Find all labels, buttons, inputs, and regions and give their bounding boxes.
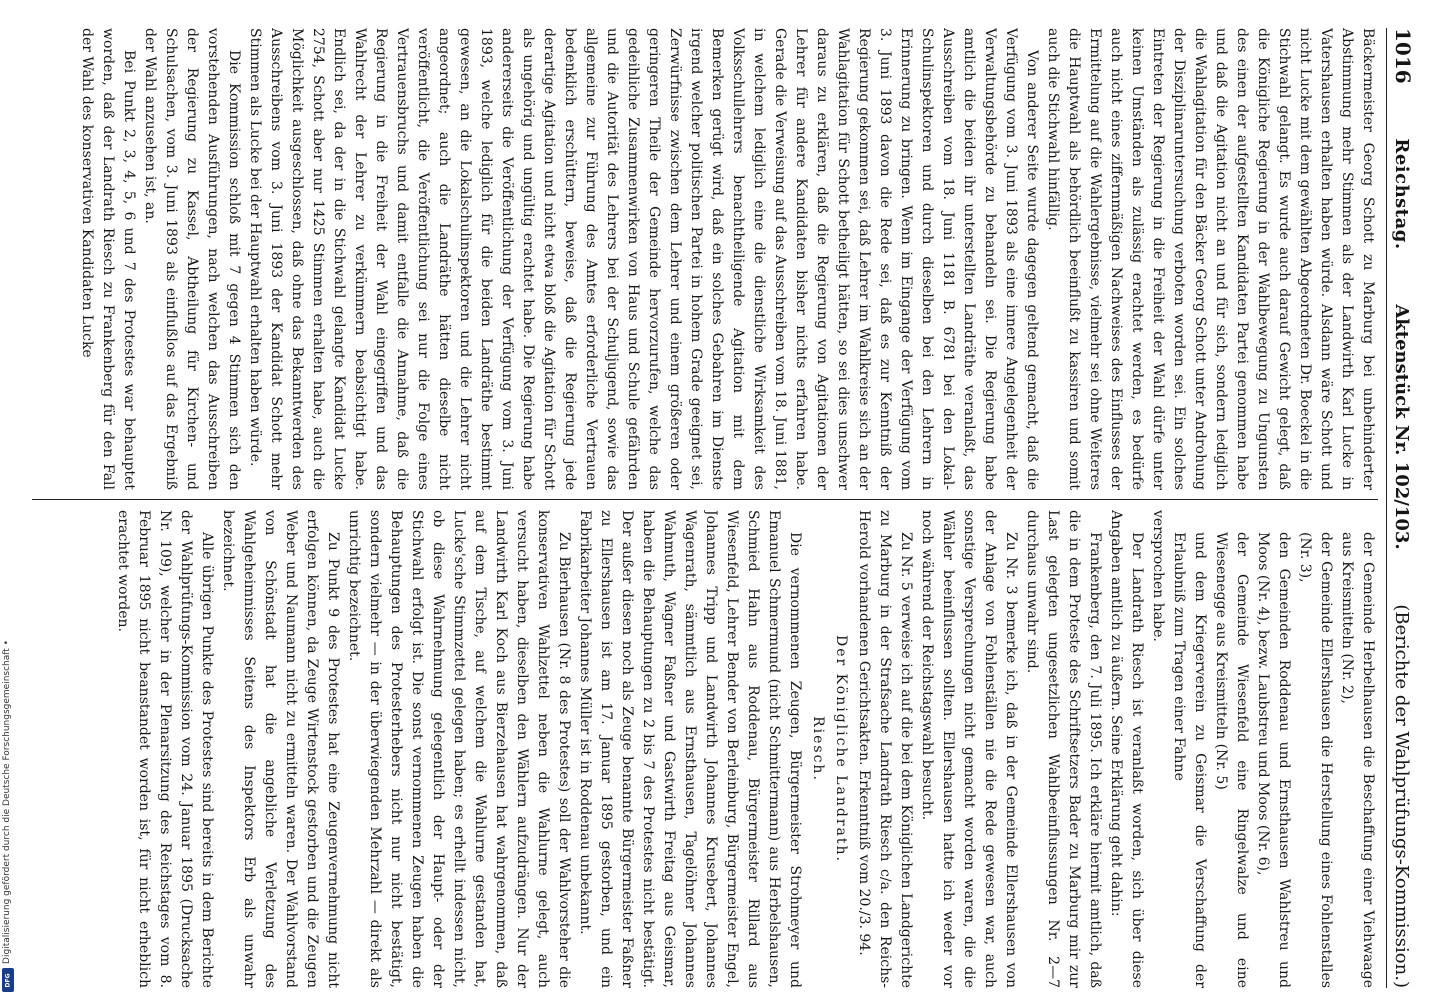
credit-text: Digitalisierung gefördert durch die Deutsche Forschungsgemeinschaft • xyxy=(2,640,12,964)
paragraph: versprochen habe. xyxy=(1150,510,1166,642)
paragraph: Die vernommenen Zeugen, Bürgermeister Strohmeyer und Emanuel Schmermund (nicht Schmittermann) aus Herbelshausen, Schmied Hahn aus Roddenau, Bürgermeister Rillard aus Wiesenfeld, Lehrer Bender von Berleinburg, Bürgermeister Engel, Johannes Tripp und Landwirth Johannes Krusebert, Johannes Wagenrath, sämmtlich aus Ernsthausen, Tagelöhner Johannes Wahmuth, Wagner Faßner und Gastwirth Freitag aus Geismar, haben die Behauptungen zu 2 bis 7 des Protestes nicht bestätigt. Der außer diesen noch als Zeuge benannte Bürgermeister Faßner zu Ellershausen ist am 17. Januar 1895 gestorben, und ein Fabrikarbeiter Johannes Müller ist in Roddenau unbekannt. xyxy=(577,510,803,988)
signature-title: Der Königliche Landrath. xyxy=(833,635,849,863)
paragraph: Alle übrigen Punkte des Protestes sind bereits in dem Berichte der Wahlprüfungs-Kommission vom 24. Januar 1895 (Drucksache Nr. 109), welcher in der Plenarsitzung des Reichstages vom 8. Februar 1895 nicht beanstandet worden ist, für nicht erheblich erachtet worden. xyxy=(115,510,215,988)
paragraph: Zu Bierhausen (Nr. 8 des Protestes) soll der Wahlvorsteher die konservativen Wahlzettel neben die Wahlurne gelegt, auch versucht haben, dieselben den Wählern aufzudrängen. Nur der Landwirth Karl Koch aus Bierzehausen hat wahrgenommen, daß auf dem Tische, auf welchem die Wahlurne gestanden hat, Lucke'sche Stimmzettel gelegen haben; es erhellt indessen nicht, ob diese Wahrnehmung gelegentlich der Haupt- oder der Stichwahl erfolgt ist. Die sonst vernommenen Zeugen haben die Behauptungen des Protesterhebers nicht nur nicht bestätigt, sondern vielmehr — in der überwiegenden Mehrzahl — direkt als unrichtig bezeichnet. xyxy=(346,510,572,988)
list-item: der Gemeinde Wiesenfeld eine Ringelwalze und eine Wiesenegge aus Kreismitteln (Nr. 5) xyxy=(1213,532,1250,988)
publication-title: Reichstag. xyxy=(1391,138,1412,250)
dfg-logo xyxy=(2,968,14,992)
list-item: der Gemeinde Ellershausen die Herstellung eines Fohlenstalles (Nr. 3), xyxy=(1297,532,1334,988)
signature-name: Riesch. xyxy=(810,716,826,782)
section-title: (Berichte der Wahlprüfungs-Kommission.) xyxy=(1391,604,1412,988)
paragraph: Zu Nr. 3 bemerke ich, daß in der Gemeinde Ellershausen von der Anlage von Fohlenställen nie die Rede gewesen war, auch sonstige Versprechungen nicht gemacht worden waren, die die Wähler beeinflussen sollten. Ellershausen hatte ich weder vor noch während der Reichstagswahl besucht. xyxy=(919,510,1019,988)
page-number: 1016 xyxy=(1391,28,1415,84)
list-item: und dem Kriegerverein zu Geismar die Verschaffung der Erlaubniß zum Tragen einer Fahne xyxy=(1171,532,1208,988)
paragraph: Bei Punkt 2, 3, 4, 5, 6 und 7 des Protestes war behauptet worden, daß der Landrath Riesch zu Frankenberg für den Fall der Wahl des konservativen Kandidaten Lucke xyxy=(79,28,137,490)
page-header xyxy=(1386,28,1424,988)
paragraph: Zu Punkt 9 des Protestes hat eine Zeugenvernehmung nicht erfolgen können, da Zeuge Wirtenstock gestorben und die Zeugen Weber und Naumann nicht zu ermitteln waren. Der Wahlvorstand von Schönstadt hat die angebliche Verletzung des Wahlgeheimnisses Seitens des Inspektors Erb als unwahr bezeichnet. xyxy=(220,510,341,988)
list-item: den Gemeinden Roddenau und Ernsthausen Wahlstreu und Moos (Nr. 4), bezw. Laubstreu und Moos (Nr. 6), xyxy=(1255,532,1292,988)
paragraph: Bäckermeister Georg Schott zu Marburg bei unbehinderter Abstimmung mehr Stimmen als der Landwirth Karl Lucke in Vatershausen erhalten haben würde. Alsdann wäre Schott und nicht Lucke mit dem gewählten Abgeordneten Dr. Boeckel in die Stichwahl gelangt. Es wurde auch darauf Gewicht gelegt, daß die Königliche Regierung in der Wahlbewegung zu Ungunsten des einen der aufgestellten Kandidaten Partei genommen habe und daß die Agitation nicht an und für sich, sondern lediglich die Wahlagitation für den Bäcker Georg Schott unter Androhung der Disziplinaruntersuchung verboten worden sei. Ein solches Eintreten der Regierung in die Freiheit der Wahl dürfe unter keinen Umständen als zulässig erachtet werden, es bedürfe auch nicht eines ziffernmäßigen Nachweises des Einflusses der Ermittelung auf die Wahlergebnisse, vielmehr sei ohne Weiteres die Hauptwahl als behördlich beeinflußt zu kassiren und somit auch die Stichwahl hinfällig. xyxy=(1045,28,1376,490)
right-column xyxy=(30,510,1378,988)
paragraph: Die Kommission schloß mit 7 gegen 4 Stimmen sich den vorstehenden Ausführungen, nach welchen das Ausschreiben der Regierung zu Kassel, Abtheilung für Kirchen- und Schulsachen, vom 3. Juni 1893 als einflußlos auf das Ergebniß der Wahl anzusehen ist, an. xyxy=(142,28,242,490)
paragraph: Frankenberg, den 7. Juli 1895. Ich erkläre hiermit amtlich, daß die in dem Proteste des Schriftsetzers Bader zu Marburg mir zur Last gelegten ungesetzlichen Wahlbeeinflussungen Nr. 2—7 durchaus unwahr sind. xyxy=(1024,510,1103,988)
paragraph: Der Landrath Riesch ist veranlaßt worden, sich über diese Angaben amtlich zu äußern. Seine Erklärung geht dahin: xyxy=(1108,510,1145,988)
list-item: der Gemeinde Herbelhausen die Beschaffung einer Viehwaage aus Kreismitteln (Nr. 2), xyxy=(1339,532,1376,988)
left-column xyxy=(30,28,1378,490)
document-reference: Aktenstück Nr. 102/103. xyxy=(1391,304,1412,550)
paragraph: Von anderer Seite wurde dagegen geltend gemacht, daß die Verfügung vom 3. Juni 1893 als eine innere Angelegenheit der Verwaltungsbehörde zu behandeln sei. Die Regierung habe amtlich die beiden ihr unterstellten Landräthe veranlaßt, das Ausschreiben vom 18. Juni 1181 B. 6781 bei den Lokal-Schulinspektoren und durch dieselben bei den Lehrern in Erinnerung zu bringen. Wenn im Eingange der Verfügung vom 3. Juni 1893 davon die Rede sei, daß es zur Kenntniß der Regierung gekommen sei, daß Lehrer im Wahlkreise sich an der Wahlagitation für Schott betheiligt hätten, so sei dies unschwer daraus zu erklären, daß die Regierung von Agitationen der Lehrer für andere Kandidaten bisher nichts erfahren habe. Gerade die Verweisung auf das Ausschreiben vom 18. Juni 1881, in welchem lediglich eine die dienstliche Wirksamkeit des Volksschullehrers benachtheiligende Agitation mit dem Bemerken gerügt wird, daß ein solches Gebahren im Dienste irgend welcher politischen Partei in hohem Grade geeignet sei, Zerwürfnisse zwischen dem Lehrer und einem größeren oder geringeren Theile der Gemeinde hervorzurufen, welche das gedeihliche Zusammenwirken von Haus und Schule gefährden und die Autorität des Lehrers bei der Schuljugend, sowie das allgemeine zur Führung des Amtes erforderliche Vertrauen bedenklich erschüttern, beweise, daß die Regierung jede derartige Agitation und nicht etwa bloß die Agitation für Schott als ungehörig und ungültig erachtet habe. Die Regierung habe andererseits die Veröffentlichung der Verfügung vom 3. Juni 1893, welche lediglich für die beiden Landräthe bestimmt gewesen, an die Lokalschulinspektoren und die Lehrer nicht angeordnet; auch die Landräthe hätten dieselbe nicht veröffentlicht, die Veröffentlichung sei nur die Folge eines Vertrauensbruchs und damit entfalle die Annahme, daß die Regierung in die Freiheit der Wahl eingegriffen und das Wahlrecht der Lehrer zu verkümmern beabsichtigt habe. Endlich sei, da der in die Stichwahl gelangte Kandidat Lucke 2754, Schott aber nur 1425 Stimmen erhalten habe, auch die Möglichkeit ausgeschlossen, daß ohne das Bekanntwerden des Ausschreibens vom 3. Juni 1893 der Kandidat Schott mehr Stimmen als Lucke bei der Hauptwahl erhalten haben würde. xyxy=(247,28,1040,490)
logo-text: DFG xyxy=(4,972,12,988)
paragraph: Zu Nr. 5 verweise ich auf die bei dem Königlichen Landgerichte zu Marburg in der Strafsache Landrath Riesch c/a. den Reichs-Herold vorhandenen Gerichtsakten. Erkenntniß vom 20./3. 94. xyxy=(856,510,914,988)
column-divider xyxy=(32,499,1378,500)
promise-list xyxy=(1168,510,1378,988)
digitization-credit xyxy=(0,0,18,1000)
